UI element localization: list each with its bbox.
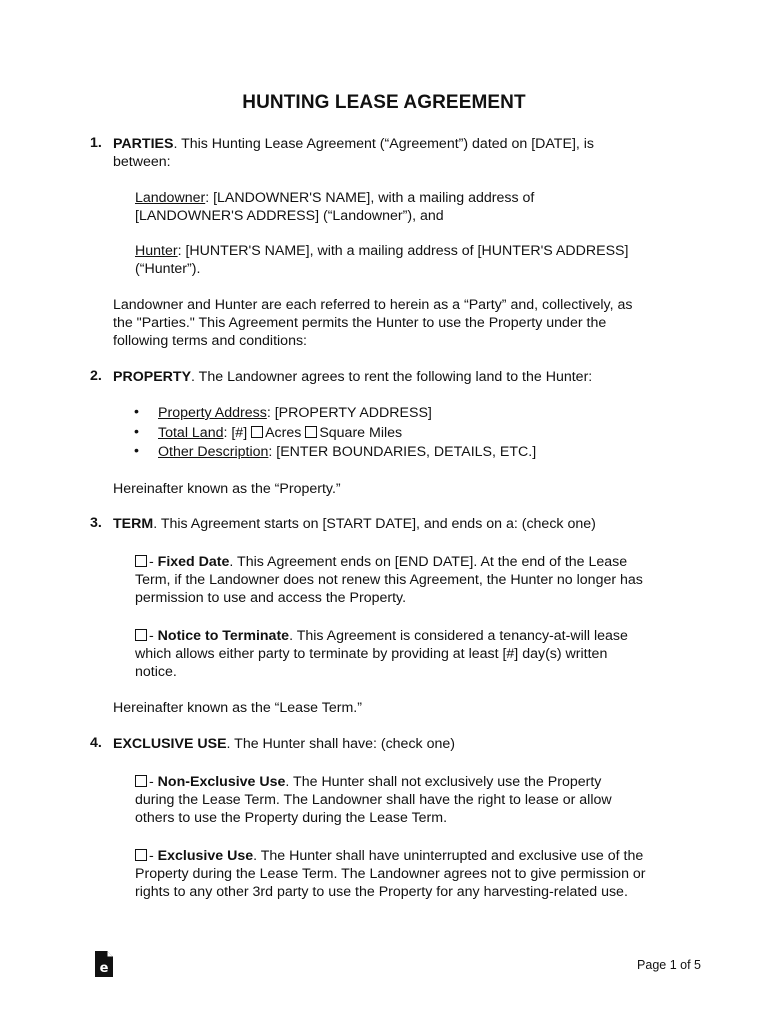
section-1-number: 1. (90, 135, 102, 151)
total-land-item (158, 424, 402, 442)
notice-dash: - (149, 628, 158, 644)
section-3-number: 3. (90, 515, 102, 531)
exclusive-line1: . The Hunter shall have uninterrupted and exclusive use of the (253, 848, 644, 864)
notice-to-terminate-label: Notice to Terminate (157, 628, 290, 644)
parties-intro-line1: . This Hunting Lease Agreement (“Agreement”) dated on [DATE], is (173, 136, 595, 152)
property-heading: PROPERTY (113, 369, 192, 385)
landowner-line2: [LANDOWNER'S ADDRESS] (“Landowner”), and (135, 208, 444, 224)
landowner-block (135, 189, 534, 225)
fixed-date-line2: Term, if the Landowner does not renew this Agreement, the Hunter no longer has (135, 572, 643, 588)
non-exclusive-checkbox[interactable] (135, 775, 147, 787)
notice-line1: . This Agreement is considered a tenancy-at-will lease (289, 628, 628, 644)
fixed-date-dash: - (149, 554, 158, 570)
parties-heading: PARTIES (113, 136, 174, 152)
non-exclusive-dash: - (149, 774, 158, 790)
non-exclusive-line3: others to use the Property during the Lease Term. (135, 810, 448, 826)
exclusive-checkbox[interactable] (135, 849, 147, 861)
acres-checkbox[interactable] (251, 426, 263, 438)
hunter-label: Hunter (135, 243, 178, 259)
acres-label: Acres (265, 425, 306, 441)
property-address-label: Property Address (158, 405, 267, 421)
other-description-text: : [ENTER BOUNDARIES, DETAILS, ETC.] (268, 444, 537, 460)
exclusive-line3: rights to any other 3rd party to use the Property for any harvesting-related use. (135, 884, 628, 900)
property-address-item (158, 404, 432, 422)
fixed-date-checkbox[interactable] (135, 555, 147, 567)
hunter-block (135, 242, 628, 278)
non-exclusive-label: Non-Exclusive Use (157, 774, 286, 790)
term-hereinafter: Hereinafter known as the “Lease Term.” (113, 700, 362, 716)
parties-para-line2: the "Parties." This Agreement permits the Hunter to use the Property under the (113, 315, 607, 331)
document-title: HUNTING LEASE AGREEMENT (242, 92, 526, 113)
other-description-item (158, 443, 536, 461)
parties-para-line1: Landowner and Hunter are each referred to herein as a “Party” and, collectively, as (113, 297, 633, 313)
square-miles-checkbox[interactable] (305, 426, 317, 438)
document-e-logo-icon (94, 950, 114, 978)
parties-para-line3: following terms and conditions: (113, 333, 307, 349)
section-term-intro (113, 515, 596, 533)
property-address-text: : [PROPERTY ADDRESS] (266, 405, 432, 421)
non-exclusive-option (135, 773, 612, 827)
other-description-label: Other Description (158, 444, 269, 460)
parties-paragraph (113, 296, 632, 350)
exclusive-dash: - (149, 848, 158, 864)
section-4-number: 4. (90, 735, 102, 751)
exclusive-heading: EXCLUSIVE USE (113, 736, 227, 752)
section-2-number: 2. (90, 368, 102, 384)
square-miles-label: Square Miles (319, 425, 403, 441)
bullet-icon: • (134, 404, 139, 420)
term-heading: TERM (113, 516, 154, 532)
notice-line3: notice. (135, 664, 177, 680)
fixed-date-label: Fixed Date (157, 554, 230, 570)
term-intro: . This Agreement starts on [START DATE], and ends on a: (check one) (153, 516, 596, 532)
landowner-line1: : [LANDOWNER'S NAME], with a mailing address of (205, 190, 535, 206)
fixed-date-option (135, 553, 643, 607)
notice-to-terminate-checkbox[interactable] (135, 629, 147, 641)
exclusive-line2: Property during the Lease Term. The Landowner agrees not to give permission or (135, 866, 646, 882)
fixed-date-line3: permission to use and access the Property. (135, 590, 407, 606)
total-land-label: Total Land (158, 425, 224, 441)
property-intro: . The Landowner agrees to rent the following land to the Hunter: (191, 369, 593, 385)
property-hereinafter: Hereinafter known as the “Property.” (113, 481, 341, 497)
section-parties-intro (113, 135, 594, 171)
svg-text:e: e (99, 961, 109, 976)
bullet-icon: • (134, 443, 139, 459)
hunter-line1: : [HUNTER'S NAME], with a mailing address of [HUNTER'S ADDRESS] (177, 243, 629, 259)
page-number: Page 1 of 5 (637, 958, 701, 972)
landowner-label: Landowner (135, 190, 206, 206)
section-property-intro (113, 368, 592, 386)
fixed-date-line1: . This Agreement ends on [END DATE]. At the end of the Lease (229, 554, 628, 570)
bullet-icon: • (134, 424, 139, 440)
notice-to-terminate-option (135, 627, 628, 681)
section-exclusive-intro (113, 735, 455, 753)
exclusive-label: Exclusive Use (157, 848, 254, 864)
notice-line2: which allows either party to terminate by providing at least [#] day(s) written (135, 646, 608, 662)
parties-intro-line2: between: (113, 154, 171, 170)
non-exclusive-line1: . The Hunter shall not exclusively use the Property (285, 774, 602, 790)
total-land-text: : [#] (223, 425, 252, 441)
non-exclusive-line2: during the Lease Term. The Landowner shall have the right to lease or allow (135, 792, 612, 808)
hunter-line2: (“Hunter”). (135, 261, 201, 277)
exclusive-intro: . The Hunter shall have: (check one) (226, 736, 455, 752)
exclusive-option (135, 847, 646, 901)
